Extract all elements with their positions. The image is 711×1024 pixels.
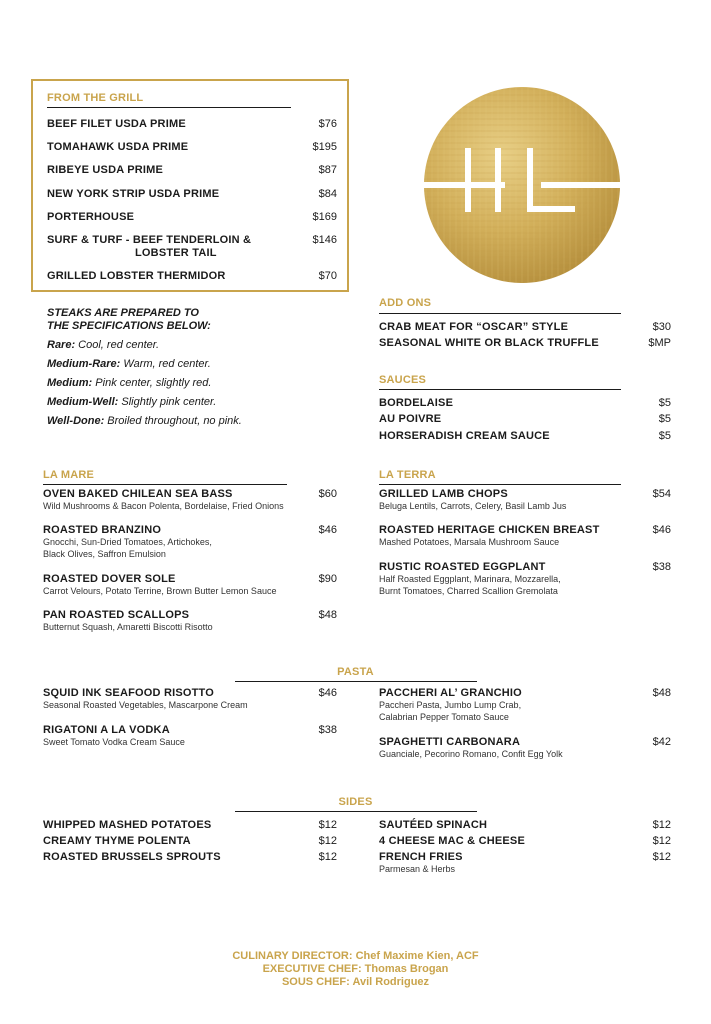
add-ons-title: ADD ONS — [379, 297, 432, 309]
la-terra-title: LA TERRA — [379, 469, 436, 481]
price: $54 — [652, 488, 671, 500]
menu-item: SQUID INK SEAFOOD RISOTTO Seasonal Roasted Vegetables, Mascarpone Cream — [43, 687, 248, 710]
menu-item: SEASONAL WHITE OR BLACK TRUFFLE — [379, 337, 599, 349]
price: $195 — [312, 141, 337, 153]
price: $5 — [658, 430, 671, 442]
price: $MP — [648, 337, 671, 349]
price: $5 — [658, 397, 671, 409]
price: $30 — [652, 321, 671, 333]
price: $38 — [318, 724, 337, 736]
menu-item: PACCHERI AL’ GRANCHIO Paccheri Pasta, Jumbo Lump Crab, Calabrian Pepper Tomato Sauce — [379, 687, 522, 722]
menu-item: CRAB MEAT FOR “OSCAR” STYLE — [379, 321, 569, 333]
price: $38 — [652, 561, 671, 573]
add-ons-divider — [379, 313, 621, 314]
price: $76 — [318, 118, 337, 130]
menu-item: GRILLED LOBSTER THERMIDOR — [47, 270, 226, 282]
menu-item: HORSERADISH CREAM SAUCE — [379, 430, 550, 442]
price: $12 — [318, 851, 337, 863]
menu-item: PAN ROASTED SCALLOPS Butternut Squash, Amaretti Biscotti Risotto — [43, 609, 213, 632]
grill-divider — [47, 107, 291, 108]
hl-monogram-icon — [423, 86, 621, 284]
credit-culinary-director: CULINARY DIRECTOR: Chef Maxime Kien, ACF — [232, 950, 479, 962]
grill-title: FROM THE GRILL — [47, 92, 144, 104]
menu-item: ROASTED DOVER SOLE Carrot Velours, Potato Terrine, Brown Butter Lemon Sauce — [43, 573, 277, 596]
sauces-title: SAUCES — [379, 374, 427, 386]
steak-guide-heading: STEAKS ARE PREPARED TO — [47, 307, 199, 319]
menu-item: SPAGHETTI CARBONARA Guanciale, Pecorino Romano, Confit Egg Yolk — [379, 736, 563, 759]
price: $12 — [652, 851, 671, 863]
menu-item: AU POIVRE — [379, 413, 442, 425]
doneness-medium: Medium: Pink center, slightly red. — [47, 377, 212, 389]
menu-item: WHIPPED MASHED POTATOES — [43, 819, 212, 831]
credit-sous-chef: SOUS CHEF: Avil Rodriguez — [281, 976, 430, 988]
steak-guide-heading: THE SPECIFICATIONS BELOW: — [47, 320, 211, 332]
price: $12 — [652, 819, 671, 831]
price: $48 — [318, 609, 337, 621]
doneness-well-done: Well-Done: Broiled throughout, no pink. — [47, 415, 242, 427]
menu-item: NEW YORK STRIP USDA PRIME — [47, 188, 220, 200]
price: $42 — [652, 736, 671, 748]
sides-divider — [235, 811, 477, 812]
price: $46 — [652, 524, 671, 536]
sides-title: SIDES — [338, 796, 373, 808]
menu-item: PORTERHOUSE — [47, 211, 135, 223]
price: $46 — [318, 687, 337, 699]
price: $169 — [312, 211, 337, 223]
doneness-rare: Rare: Cool, red center. — [47, 339, 160, 351]
doneness-medium-well: Medium-Well: Slightly pink center. — [47, 396, 217, 408]
price: $84 — [318, 188, 337, 200]
menu-item: BORDELAISE — [379, 397, 454, 409]
credit-executive-chef: EXECUTIVE CHEF: Thomas Brogan — [262, 963, 449, 975]
menu-item: RUSTIC ROASTED EGGPLANT Half Roasted Eggplant, Marinara, Mozzarella, Burnt Tomatoes, Charred Scallion Gremolata — [379, 561, 561, 596]
menu-item: SURF & TURF - BEEF TENDERLOIN & LOBSTER TAIL — [47, 234, 252, 259]
menu-item: ROASTED BRANZINO Gnocchi, Sun-Dried Tomatoes, Artichokes, Black Olives, Saffron Emulsion — [43, 524, 212, 559]
price: $87 — [318, 164, 337, 176]
menu-item: GRILLED LAMB CHOPS Beluga Lentils, Carrots, Celery, Basil Lamb Jus — [379, 488, 567, 511]
menu-item: OVEN BAKED CHILEAN SEA BASS Wild Mushrooms & Bacon Polenta, Bordelaise, Fried Onions — [43, 488, 284, 511]
pasta-title: PASTA — [337, 666, 374, 678]
steak-guide — [47, 307, 242, 431]
pasta-divider — [235, 681, 477, 682]
menu-item: FRENCH FRIES Parmesan & Herbs — [379, 851, 463, 874]
price: $46 — [318, 524, 337, 536]
price: $70 — [318, 270, 337, 282]
menu-item: 4 CHEESE MAC & CHEESE — [379, 835, 526, 847]
menu-item: SAUTÉED SPINACH — [379, 819, 488, 831]
menu-item: ROASTED HERITAGE CHICKEN BREAST Mashed Potatoes, Marsala Mushroom Sauce — [379, 524, 600, 547]
doneness-medium-rare: Medium-Rare: Warm, red center. — [47, 358, 211, 370]
price: $12 — [318, 819, 337, 831]
sauces-divider — [379, 389, 621, 390]
price: $5 — [658, 413, 671, 425]
menu-item: TOMAHAWK USDA PRIME — [47, 141, 189, 153]
price: $12 — [652, 835, 671, 847]
grill-section-box — [31, 79, 349, 292]
price: $12 — [318, 835, 337, 847]
la-mare-divider — [43, 484, 287, 485]
price: $48 — [652, 687, 671, 699]
menu-item: RIGATONI A LA VODKA Sweet Tomato Vodka Cream Sauce — [43, 724, 185, 747]
menu-item: RIBEYE USDA PRIME — [47, 164, 164, 176]
la-terra-divider — [379, 484, 621, 485]
menu-item: BEEF FILET USDA PRIME — [47, 118, 186, 130]
price: $60 — [318, 488, 337, 500]
menu-item: ROASTED BRUSSELS SPROUTS — [43, 851, 221, 863]
menu-item: CREAMY THYME POLENTA — [43, 835, 191, 847]
la-mare-title: LA MARE — [43, 469, 95, 481]
price: $146 — [312, 234, 337, 246]
price: $90 — [318, 573, 337, 585]
